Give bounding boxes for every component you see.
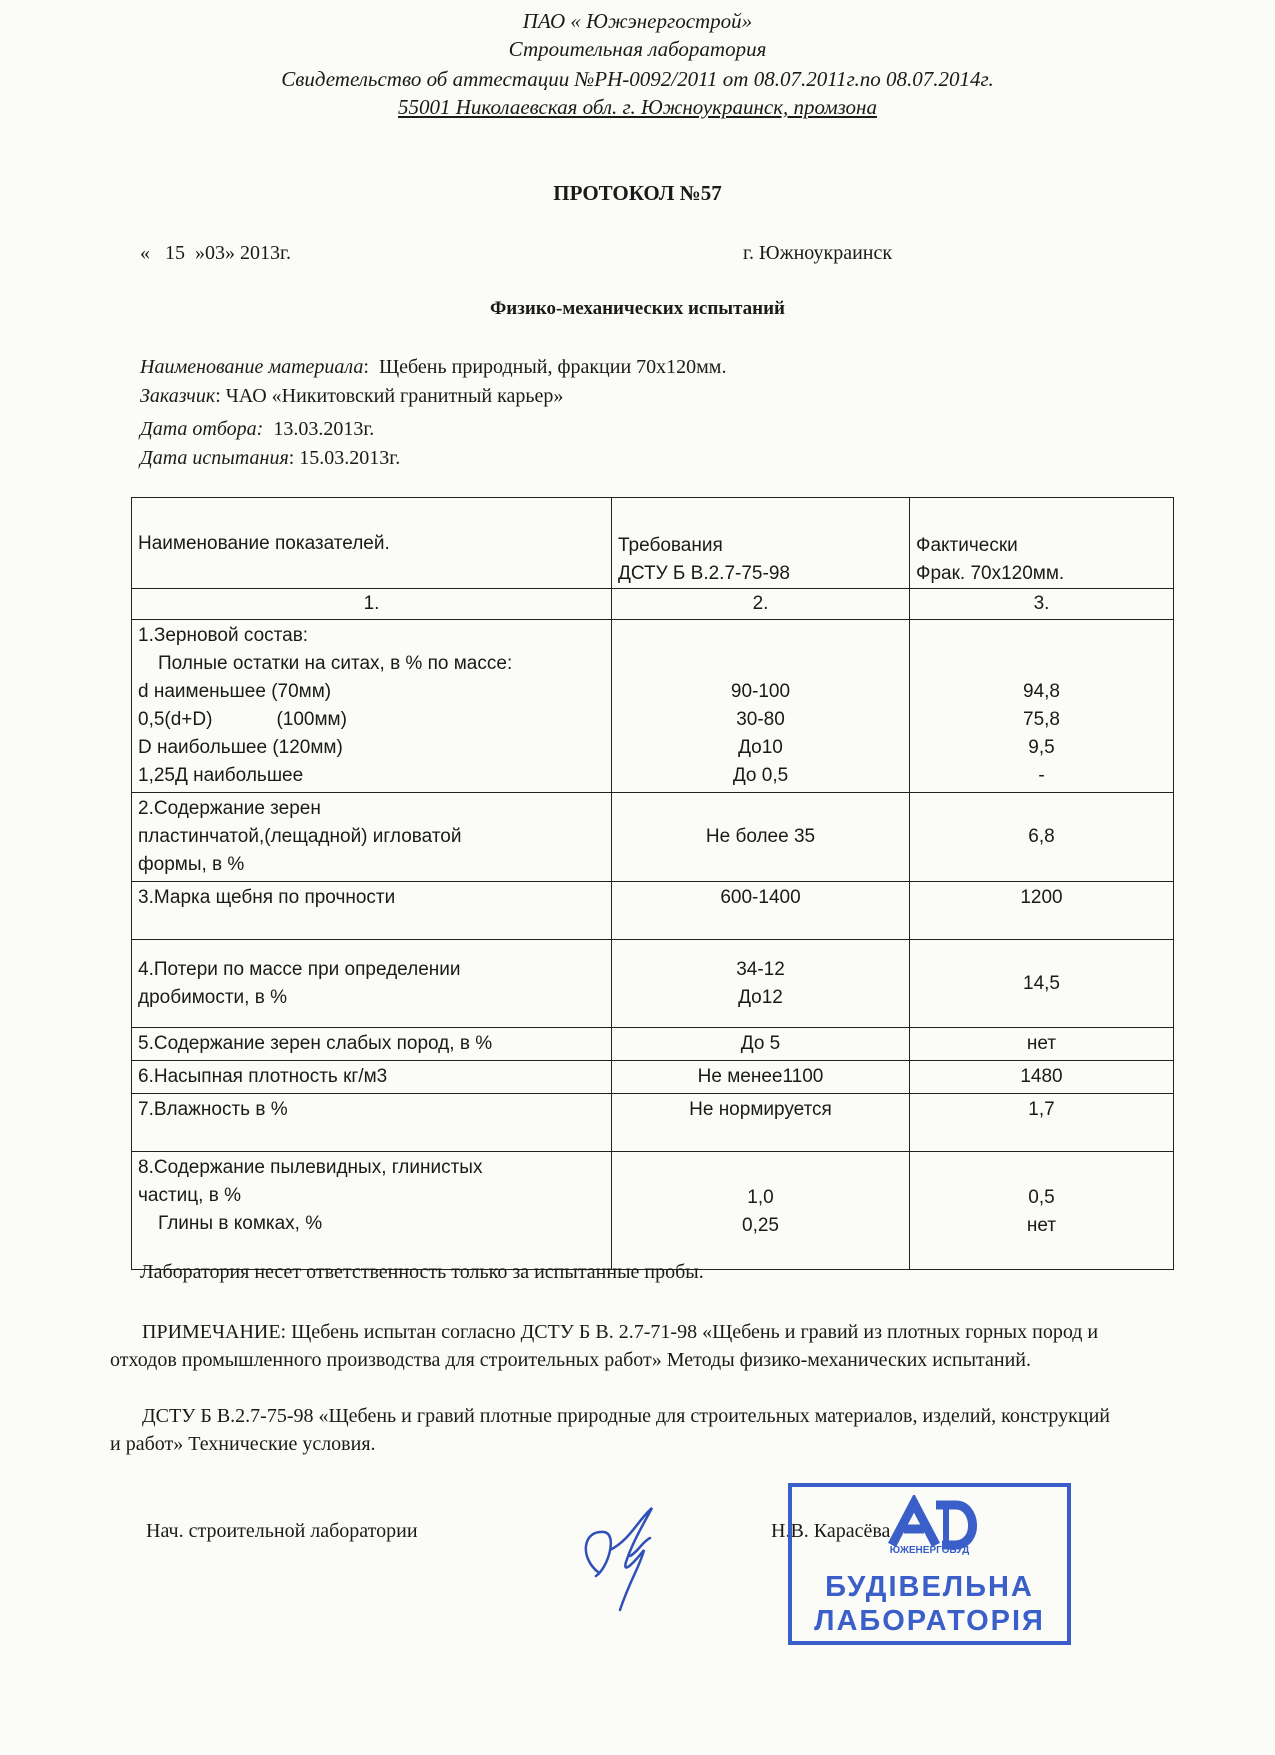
field-material-value: : Щебень природный, фракции 70х120мм. xyxy=(363,356,727,378)
table-row xyxy=(132,940,1174,1028)
field-sampling-date xyxy=(140,418,374,441)
row-text xyxy=(138,706,605,734)
row-text: 4.Потери по массе при определении xyxy=(138,958,461,980)
row4-req xyxy=(612,940,910,1028)
stamp-small-text: ЮЖЕНЕРГОБУД xyxy=(889,1545,970,1556)
row-text: 1,25Д наибольшее xyxy=(138,765,304,786)
row-text: частиц, в % xyxy=(138,1185,241,1206)
header-req-line1: Требования xyxy=(618,535,723,556)
row1-name xyxy=(132,620,612,793)
row8-req xyxy=(612,1152,910,1270)
field-sampling-value: 13.03.2013г. xyxy=(263,418,375,440)
responsibility-note: Лаборатория несет ответственность только за испытанные пробы. xyxy=(140,1261,704,1283)
row3-req: 600-1400 xyxy=(612,882,910,940)
row-text: формы, в % xyxy=(138,854,245,875)
field-customer-label: Заказчик xyxy=(140,385,216,407)
field-customer-value: : ЧАО «Никитовский гранитный карьер» xyxy=(215,385,564,407)
header-lab: Строительная лаборатория xyxy=(508,37,767,61)
cell-value: 30-80 xyxy=(736,709,785,730)
table-header-row xyxy=(132,498,1174,589)
field-test-label: Дата испытания xyxy=(140,447,289,469)
field-test-value: : 15.03.2013г. xyxy=(288,447,401,469)
stamp-line-2: ЛАБОРАТОРІЯ xyxy=(814,1605,1045,1637)
row-text: d наименьшее (70мм) xyxy=(138,681,332,702)
cell-value: - xyxy=(1038,765,1045,786)
protocol-city: г. Южноукраинск xyxy=(743,242,893,264)
table-row xyxy=(132,882,1174,940)
header-requirements xyxy=(612,498,910,589)
row-text: Полные остатки на ситах, в % по массе: xyxy=(158,653,513,674)
protocol-subtitle: Физико-механических испытаний xyxy=(489,298,786,319)
header-indicator: Наименование показателей. xyxy=(132,498,612,589)
cell-value: 94,8 xyxy=(1023,681,1060,702)
row8-act xyxy=(910,1152,1174,1270)
row4-act: 14,5 xyxy=(910,940,1174,1028)
row-text-part: 0,5(d+D) xyxy=(138,709,213,730)
header-address-text: 55001 Николаевская обл. г. Южноукраинск, промзона xyxy=(398,95,877,119)
row5-req: До 5 xyxy=(612,1028,910,1061)
results-table xyxy=(131,497,1174,1270)
row-text: D наибольшее (120мм) xyxy=(138,737,343,758)
row3-act: 1200 xyxy=(910,882,1174,940)
row6-name: 6.Насыпная плотность кг/м3 xyxy=(132,1061,612,1094)
row5-name: 5.Содержание зерен слабых пород, в % xyxy=(132,1028,612,1061)
row-text: Глины в комках, % xyxy=(158,1213,323,1234)
row-text: 8.Содержание пылевидных, глинистых xyxy=(138,1157,483,1178)
field-customer xyxy=(140,385,563,408)
row7-act: 1,7 xyxy=(910,1094,1174,1152)
header-act-line1: Фактически xyxy=(916,535,1018,556)
cell-value: 0,5 xyxy=(1028,1187,1055,1208)
row1-req xyxy=(612,620,910,793)
note-paragraph-1: ПРИМЕЧАНИЕ: Щебень испытан согласно ДСТУ Б В. 2.7-71-98 «Щебень и гравий из плотных горных пород и отходов промышленного производства для строительных работ» Методы физико-механических испытаний. xyxy=(110,1321,1099,1371)
signature-position: Нач. строительной лаборатории xyxy=(146,1520,418,1542)
header-act-line2: Фрак. 70х120мм. xyxy=(916,563,1065,584)
cell-value: 9,5 xyxy=(1028,737,1055,758)
cell-value: До10 xyxy=(738,737,783,758)
table-row xyxy=(132,1152,1174,1270)
row-text: 2.Содержание зерен xyxy=(138,798,321,819)
header-certificate: Свидетельство об аттестации №РН-0092/2011 от 08.07.2011г.по 08.07.2014г. xyxy=(281,67,994,91)
table-row xyxy=(132,1028,1174,1061)
col-number: 1. xyxy=(132,589,612,620)
table-row xyxy=(132,1094,1174,1152)
row-text: пластинчатой,(лещадной) игловатой xyxy=(138,826,462,847)
field-material xyxy=(140,356,726,379)
row-text: 1.Зерновой состав: xyxy=(138,625,309,646)
row7-name: 7.Влажность в % xyxy=(132,1094,612,1152)
table-row xyxy=(132,589,1174,620)
row8-name xyxy=(132,1152,612,1270)
protocol-date: « 15 »03» 2013г. xyxy=(140,242,291,264)
header-company: ПАО « Южэнергострой» xyxy=(522,9,753,33)
row-text: дробимости, в % xyxy=(138,986,287,1008)
protocol-title: ПРОТОКОЛ №57 xyxy=(553,181,722,205)
field-sampling-label: Дата отбора: xyxy=(140,418,264,440)
table-row xyxy=(132,1061,1174,1094)
stamp-line-1: БУДІВЕЛЬНА xyxy=(825,1571,1034,1603)
field-test-date xyxy=(140,447,400,470)
cell-value: 75,8 xyxy=(1023,709,1060,730)
cell-value: До12 xyxy=(738,986,783,1008)
handwritten-signature xyxy=(560,1480,680,1620)
header-address xyxy=(0,94,1275,120)
table-row xyxy=(132,620,1174,793)
cell-value: 34-12 xyxy=(736,958,785,980)
lab-stamp xyxy=(788,1483,1071,1645)
cell-value: нет xyxy=(1026,1215,1057,1236)
row5-act: нет xyxy=(910,1028,1174,1061)
row4-name xyxy=(132,940,612,1028)
row-text-part: (100мм) xyxy=(276,709,347,730)
row3-name: 3.Марка щебня по прочности xyxy=(132,882,612,940)
cell-value: 1,0 xyxy=(747,1187,774,1208)
note-paragraph-2: ДСТУ Б В.2.7-75-98 «Щебень и гравий плотные природные для строительных материалов, изделий, конструкций и работ» Технические условия. xyxy=(110,1405,1110,1455)
cell-value: 90-100 xyxy=(730,681,791,702)
col-number: 2. xyxy=(612,589,910,620)
row7-req: Не нормируется xyxy=(612,1094,910,1152)
row1-act xyxy=(910,620,1174,793)
cell-value: 0,25 xyxy=(742,1215,779,1236)
table-row xyxy=(132,793,1174,882)
field-material-label: Наименование материала xyxy=(140,356,364,378)
row6-act: 1480 xyxy=(910,1061,1174,1094)
row6-req: Не менее1100 xyxy=(612,1061,910,1094)
row2-act: 6,8 xyxy=(910,793,1174,882)
header-req-line2: ДСТУ Б В.2.7-75-98 xyxy=(618,563,790,584)
row2-name xyxy=(132,793,612,882)
cell-value: До 0,5 xyxy=(732,765,789,786)
header-actual xyxy=(910,498,1174,589)
row2-req: Не более 35 xyxy=(612,793,910,882)
col-number: 3. xyxy=(910,589,1174,620)
signature-name: Н.В. Карасёва xyxy=(771,1520,891,1542)
